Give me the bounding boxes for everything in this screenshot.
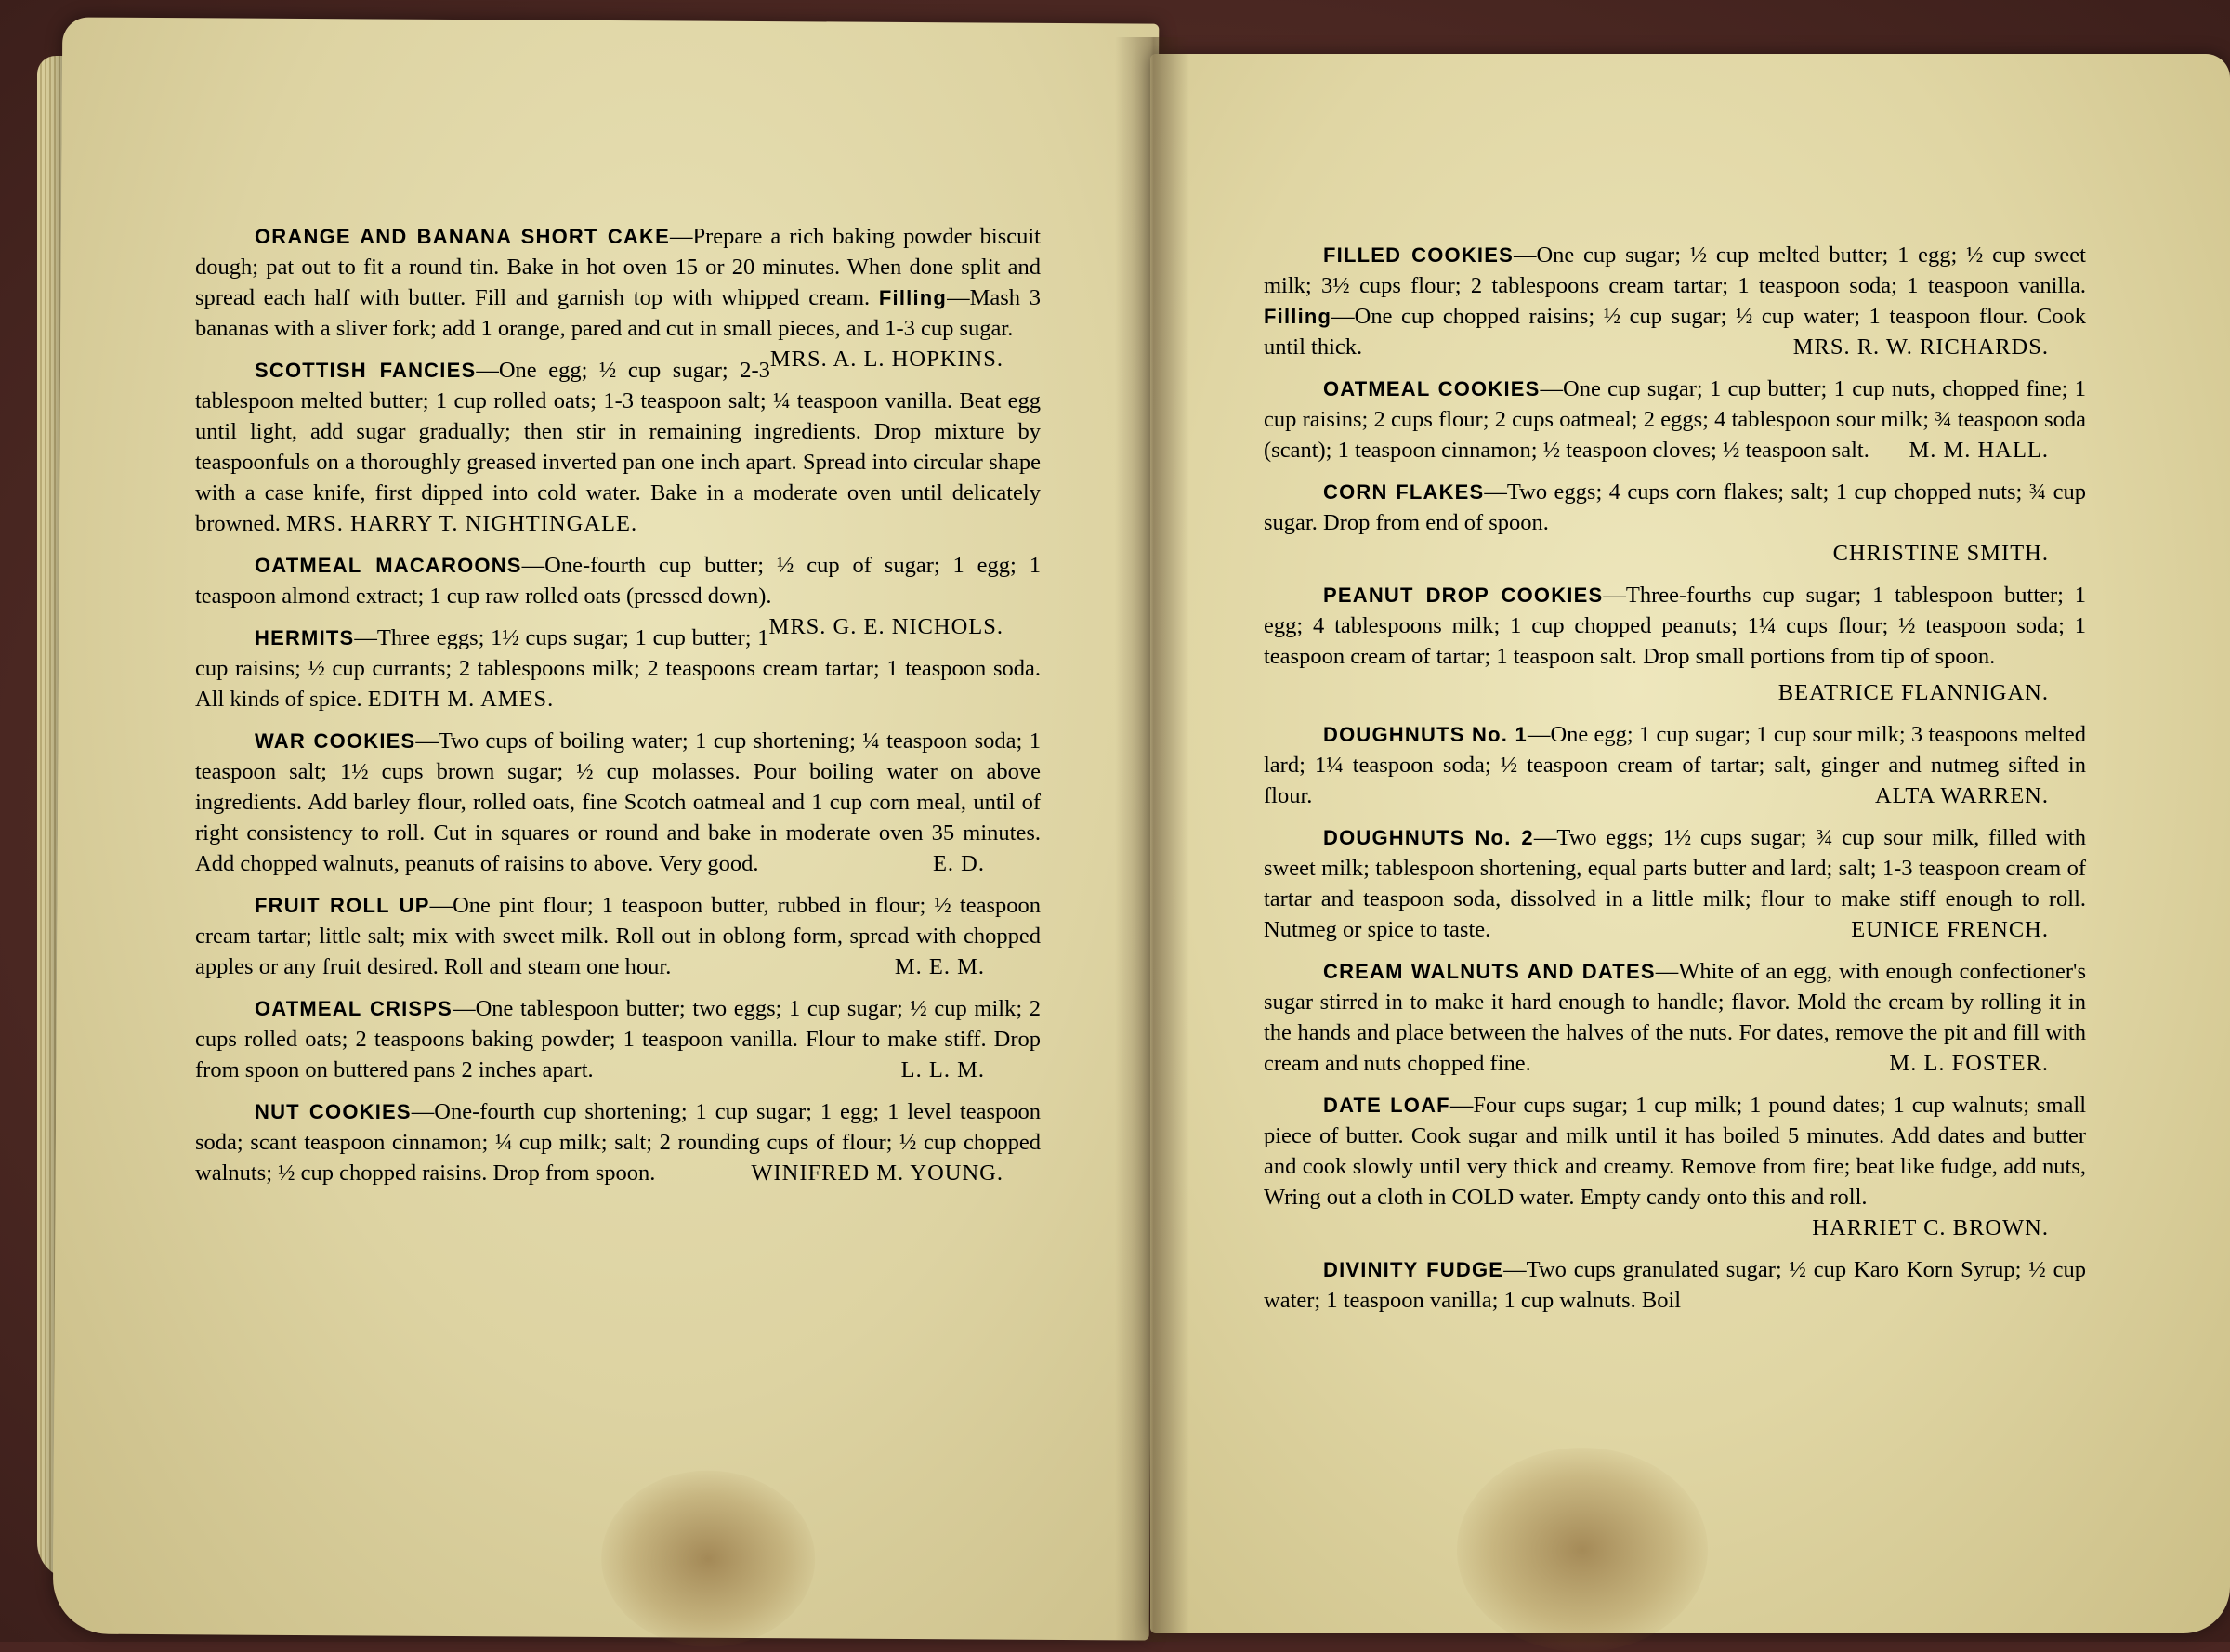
recipe-title: WAR COOKIES: [255, 729, 416, 753]
recipe-body: —One egg; 1 cup sugar; 1 cup sour milk; 3 teaspoons melted lard; 1¼ teaspoon soda; ½ teaspoon cream of tartar; salt, ginger and nutmeg sifted in flour.: [1264, 722, 2086, 808]
recipe-body: —One cup sugar; ½ cup melted butter; 1 egg; ½ cup sweet milk; 3½ cups flour; 2 tablespoons cream tartar; 1 teaspoon soda; 1 teaspoon vanilla.: [1264, 243, 2086, 298]
recipe-sub-body: —One cup chopped raisins; ½ cup sugar; ½ cup water; 1 teaspoon flour. Cook until thick.: [1264, 304, 2086, 360]
recipe-title: OATMEAL COOKIES: [1323, 377, 1541, 400]
recipe-title: DIVINITY FUDGE: [1323, 1258, 1504, 1281]
recipe-entry: [1264, 822, 2086, 945]
recipe-body: —Two eggs; 4 cups corn flakes; salt; 1 cup chopped nuts; ¾ cup sugar. Drop from end of spoon.: [1264, 479, 2086, 535]
recipe-entry: [1264, 1090, 2086, 1243]
recipe-entry: [1264, 1254, 2086, 1316]
recipe-entry: [1264, 580, 2086, 708]
recipe-title: DOUGHNUTS No. 2: [1323, 826, 1534, 849]
recipe-entry: [1264, 956, 2086, 1079]
recipe-entry: [1264, 374, 2086, 465]
book-gutter: [1115, 37, 1189, 1642]
recipe-author: MRS. A. L. HOPKINS.: [769, 347, 1004, 372]
recipe-body: —One-fourth cup butter; ½ cup of sugar; 1 egg; 1 teaspoon almond extract; 1 cup raw rolled oats (pressed down).: [195, 553, 1041, 609]
recipe-title: OATMEAL MACAROONS: [255, 554, 522, 577]
recipe-author: HARRIET C. BROWN.: [1812, 1215, 2049, 1240]
recipe-title: FRUIT ROLL UP: [255, 894, 430, 917]
recipe-author: M. E. M.: [894, 954, 985, 979]
recipe-entry: [195, 726, 1041, 879]
recipe-body: —Four cups sugar; 1 cup milk; 1 pound dates; 1 cup walnuts; small piece of butter. Cook sugar and milk until it has boiled 5 minutes. Add dates and butter and cook slowly until very thick and creamy. Remove from fire; beat like fudge, add nuts, Wring out a cloth in COLD water. Empty candy onto this and roll.: [1264, 1093, 2086, 1210]
recipe-author: CHRISTINE SMITH.: [1832, 541, 2049, 566]
recipe-sub-body: —Mash 3 bananas with a sliver fork; add 1 orange, pared and cut in small pieces, and 1-3 cup sugar.: [195, 285, 1041, 341]
recipe-entry: [195, 993, 1041, 1085]
recipe-entry: [1264, 477, 2086, 569]
recipe-entry: [1264, 240, 2086, 362]
recipe-author: L. L. M.: [900, 1057, 985, 1082]
recipe-title: CORN FLAKES: [1323, 480, 1485, 504]
recipe-title: OATMEAL CRISPS: [255, 997, 453, 1020]
recipe-author: BEATRICE FLANNIGAN.: [1777, 680, 2049, 705]
recipe-author: EDITH M. AMES.: [367, 687, 555, 712]
recipe-body: —Two eggs; 1½ cups sugar; ¾ cup sour milk, filled with sweet milk; tablespoon shortening, equal parts butter and lard; salt; 1-3 teaspoon cream of tartar and teaspoon soda, dissolved in a little milk; flour to make stiff enough to roll. Nutmeg or spice to taste.: [1264, 825, 2086, 942]
recipe-body: —Two cups of boiling water; 1 cup shortening; ¼ teaspoon soda; 1 teaspoon salt; 1½ cups brown sugar; ½ cup molasses. Pour boiling water on above ingredients. Add barley flour, rolled oats, fine Scotch oatmeal and 1 cup corn meal, until of right consistency to roll. Cut in squares or round and bake in moderate oven 35 minutes. Add chopped walnuts, peanuts of raisins to above. Very good.: [195, 728, 1041, 876]
recipe-subtitle: Filling: [878, 286, 948, 309]
recipe-author: M. L. FOSTER.: [1889, 1051, 2049, 1076]
recipe-body: —One pint flour; 1 teaspoon butter, rubbed in flour; ½ teaspoon cream tartar; little salt; mix with sweet milk. Roll out in oblong form, spread with chopped apples or any fruit desired. Roll and steam one hour.: [195, 893, 1041, 979]
recipe-body: —One tablespoon butter; two eggs; 1 cup sugar; ½ cup milk; 2 cups rolled oats; 2 teaspoons baking powder; 1 teaspoon vanilla. Flour to make stiff. Drop from spoon on buttered pans 2 inches apart.: [195, 996, 1042, 1082]
recipe-entry: [195, 355, 1041, 539]
water-stain: [1457, 1448, 1708, 1652]
recipe-entry: [195, 1096, 1041, 1188]
recipe-title: DOUGHNUTS No. 1: [1323, 723, 1528, 746]
recipe-entry: [1264, 719, 2086, 811]
recipe-body: —Three eggs; 1½ cups sugar; 1 cup butter; 1 cup raisins; ½ cup currants; 2 tablespoons milk; 2 teaspoons cream tartar; 1 teaspoon soda. All kinds of spice.: [195, 625, 1041, 712]
recipe-author: MRS. R. W. RICHARDS.: [1792, 334, 2049, 360]
recipe-title: CREAM WALNUTS AND DATES: [1323, 960, 1656, 983]
recipe-body: —One cup sugar; 1 cup butter; 1 cup nuts, chopped fine; 1 cup raisins; 2 cups flour; 2 cups oatmeal; 2 eggs; 4 tablespoon sour milk; ¾ teaspoon soda (scant); 1 teaspoon cinnamon; ½ teaspoon cloves; ½ teaspoon salt.: [1264, 376, 2086, 463]
recipe-body: —White of an egg, with enough confectioner's sugar stirred in to make it hard enough to handle; flavor. Mold the cream by rolling it in the hands and place between the halves of the nuts. For dates, remove the pit and fill with cream and nuts chopped fine.: [1264, 959, 2087, 1076]
recipe-title: SCOTTISH FANCIES: [255, 359, 477, 382]
right-page-text: [1264, 240, 2086, 1327]
recipe-subtitle: Filling: [1264, 305, 1332, 328]
water-stain: [601, 1470, 816, 1647]
recipe-author: MRS. HARRY T. NIGHTINGALE.: [285, 511, 638, 536]
recipe-body: —One egg; ½ cup sugar; 2-3 tablespoon melted butter; 1 cup rolled oats; 1-3 teaspoon salt; ¼ teaspoon vanilla. Beat egg until light, add sugar gradually; then stir in remaining ingredients. Drop mixture by teaspoonfuls on a thoroughly greased inverted pan one inch apart. Spread into circular shape with a case knife, first dipped into cold water. Bake in a moderate oven until delicately browned.: [195, 358, 1041, 536]
recipe-entry: [195, 890, 1041, 982]
recipe-body: —Two cups granulated sugar; ½ cup Karo Korn Syrup; ½ cup water; 1 teaspoon vanilla; 1 cup walnuts. Boil: [1264, 1257, 2086, 1313]
recipe-author: ALTA WARREN.: [1874, 783, 2049, 808]
recipe-author: MRS. G. E. NICHOLS.: [768, 614, 1004, 639]
recipe-title: ORANGE AND BANANA SHORT CAKE: [255, 225, 670, 248]
recipe-author: M. M. HALL.: [1909, 438, 2049, 463]
recipe-title: NUT COOKIES: [255, 1100, 412, 1123]
recipe-title: FILLED COOKIES: [1323, 243, 1514, 267]
recipe-author: E. D.: [932, 851, 985, 876]
recipe-body: —Three-fourths cup sugar; 1 tablespoon butter; 1 egg; 4 tablespoons milk; 1 cup chopped peanuts; 1¼ cups flour; ½ teaspoon soda; 1 teaspoon cream of tartar; 1 teaspoon salt. Drop small portions from tip of spoon.: [1264, 583, 2086, 669]
recipe-title: HERMITS: [255, 626, 355, 649]
recipe-author: EUNICE FRENCH.: [1851, 917, 2049, 942]
recipe-title: DATE LOAF: [1323, 1094, 1450, 1117]
recipe-body: —Prepare a rich baking powder biscuit dough; pat out to fit a round tin. Bake in hot oven 15 or 20 minutes. When done split and spread each half with butter. Fill and garnish top with whipped cream.: [195, 224, 1041, 310]
recipe-author: WINIFRED M. YOUNG.: [751, 1160, 1004, 1186]
left-page-text: [195, 221, 1041, 1200]
recipe-body: —One-fourth cup shortening; 1 cup sugar; 1 egg; 1 level teaspoon soda; scant teaspoon cinnamon; ¼ cup milk; salt; 2 rounding cups of flour; ½ cup chopped walnuts; ½ cup chopped raisins. Drop from spoon.: [195, 1099, 1041, 1186]
recipe-title: PEANUT DROP COOKIES: [1323, 583, 1604, 607]
